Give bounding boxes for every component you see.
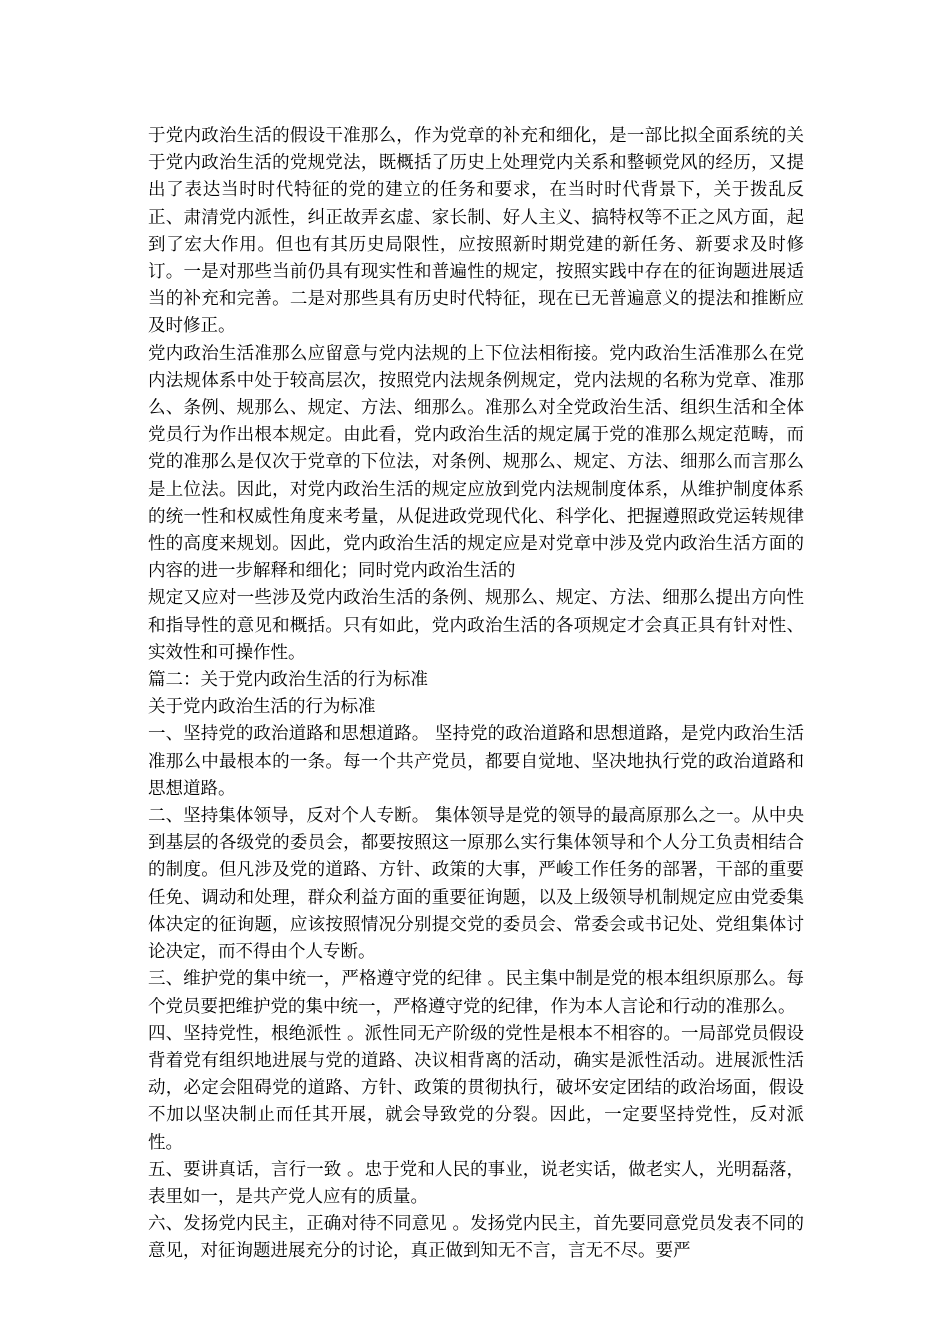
list-item-6: 六、发扬党内民主，正确对待不同意见 。发扬党内民主，首先要同意党员发表不同的意见，对征询题进展充分的讨论，真正做到知无不言，言无不尽。要严 [148, 1214, 804, 1262]
list-item-5: 五、要讲真话，言行一致 。忠于党和人民的事业，说老实话，做老实人，光明磊落，表里如一，是共产党人应有的质量。 [148, 1159, 804, 1207]
list-item-4: 四、坚持党性，根绝派性 。派性同无产阶级的党性是根本不相容的。一局部党员假设背着党有组织地进展与党的道路、决议相背离的活动，确实是派性活动。进展派性活动，必定会阻碍党的道路、方针、政策的贯彻执行，破坏安定团结的政治场面，假设不加以坚决制止而任其开展，就会导致党的分裂。因此，一定要坚持党性，反对派性。 [148, 1023, 804, 1153]
paragraph-guidance-summary: 规定又应对一些涉及党内政治生活的条例、规那么、规定、方法、细那么提出方向性和指导性的意见和概括。只有如此，党内政治生活的各项规定才会真正具有针对性、实效性和可操作性。 [148, 588, 804, 663]
document-subtitle: 关于党内政治生活的行为标准 [148, 697, 376, 718]
document-body [148, 123, 804, 1266]
section-heading-part-two: 篇二：关于党内政治生活的行为标准 [148, 670, 428, 691]
paragraph-regulation-hierarchy: 党内政治生活准那么应留意与党内法规的上下位法相衔接。党内政治生活准那么在党内法规体系中处于较高层次，按照党内法规条例规定，党内法规的名称为党章、准那么、条例、规那么、规定、方法、细那么。准那么对全党政治生活、组织生活和全体党员行为作出根本规定。由此看，党内政治生活的规定属于党的准那么规定范畴，而党的准那么是仅次于党章的下位法，对条例、规那么、规定、方法、细那么而言那么是上位法。因此，对党内政治生活的规定应放到党内法规制度体系，从维护制度体系的统一性和权威性角度来考量，从促进政党现代化、科学化、把握遵照政党运转规律性的高度来规划。因此，党内政治生活的规定应是对党章中涉及党内政治生活方面的内容的进一步解释和细化；同时党内政治生活的 [148, 343, 804, 582]
list-item-1: 一、坚持党的政治道路和思想道路。 坚持党的政治道路和思想道路，是党内政治生活准那么中最根本的一条。每一个共产党员，都要自觉地、坚决地执行党的政治道路和思想道路。 [148, 724, 804, 799]
paragraph-party-life-revision: 于党内政治生活的假设干准那么，作为党章的补充和细化，是一部比拟全面系统的关于党内政治生活的党规党法，既概括了历史上处理党内关系和整顿党风的经历，又提出了表达当时时代特征的党的建立的任务和要求，在当时时代背景下，关于拨乱反正、肃清党内派性，纠正故弄玄虚、家长制、好人主义、搞特权等不正之风方面，起到了宏大作用。但也有其历史局限性，应按照新时期党建的新任务、新要求及时修订。一是对那些当前仍具有现实性和普遍性的规定，按照实践中存在的征询题进展适当的补充和完善。二是对那些具有历史时代特征，现在已无普遍意义的提法和推断应及时修正。 [148, 126, 804, 337]
list-item-3: 三、维护党的集中统一，严格遵守党的纪律 。民主集中制是党的根本组织原那么。每个党员要把维护党的集中统一，严格遵守党的纪律，作为本人言论和行动的准那么。 [148, 969, 804, 1017]
list-item-2: 二、坚持集体领导，反对个人专断。 集体领导是党的领导的最高原那么之一。从中央到基层的各级党的委员会，都要按照这一原那么实行集体领导和个人分工负责相结合的制度。但凡涉及党的道路、方针、政策的大事，严峻工作任务的部署，干部的重要任免、调动和处理，群众利益方面的重要征询题，以及上级领导机制规定应由党委集体决定的征询题，应该按照情况分别提交党的委员会、常委会或书记处、党组集体讨论决定，而不得由个人专断。 [148, 806, 804, 963]
